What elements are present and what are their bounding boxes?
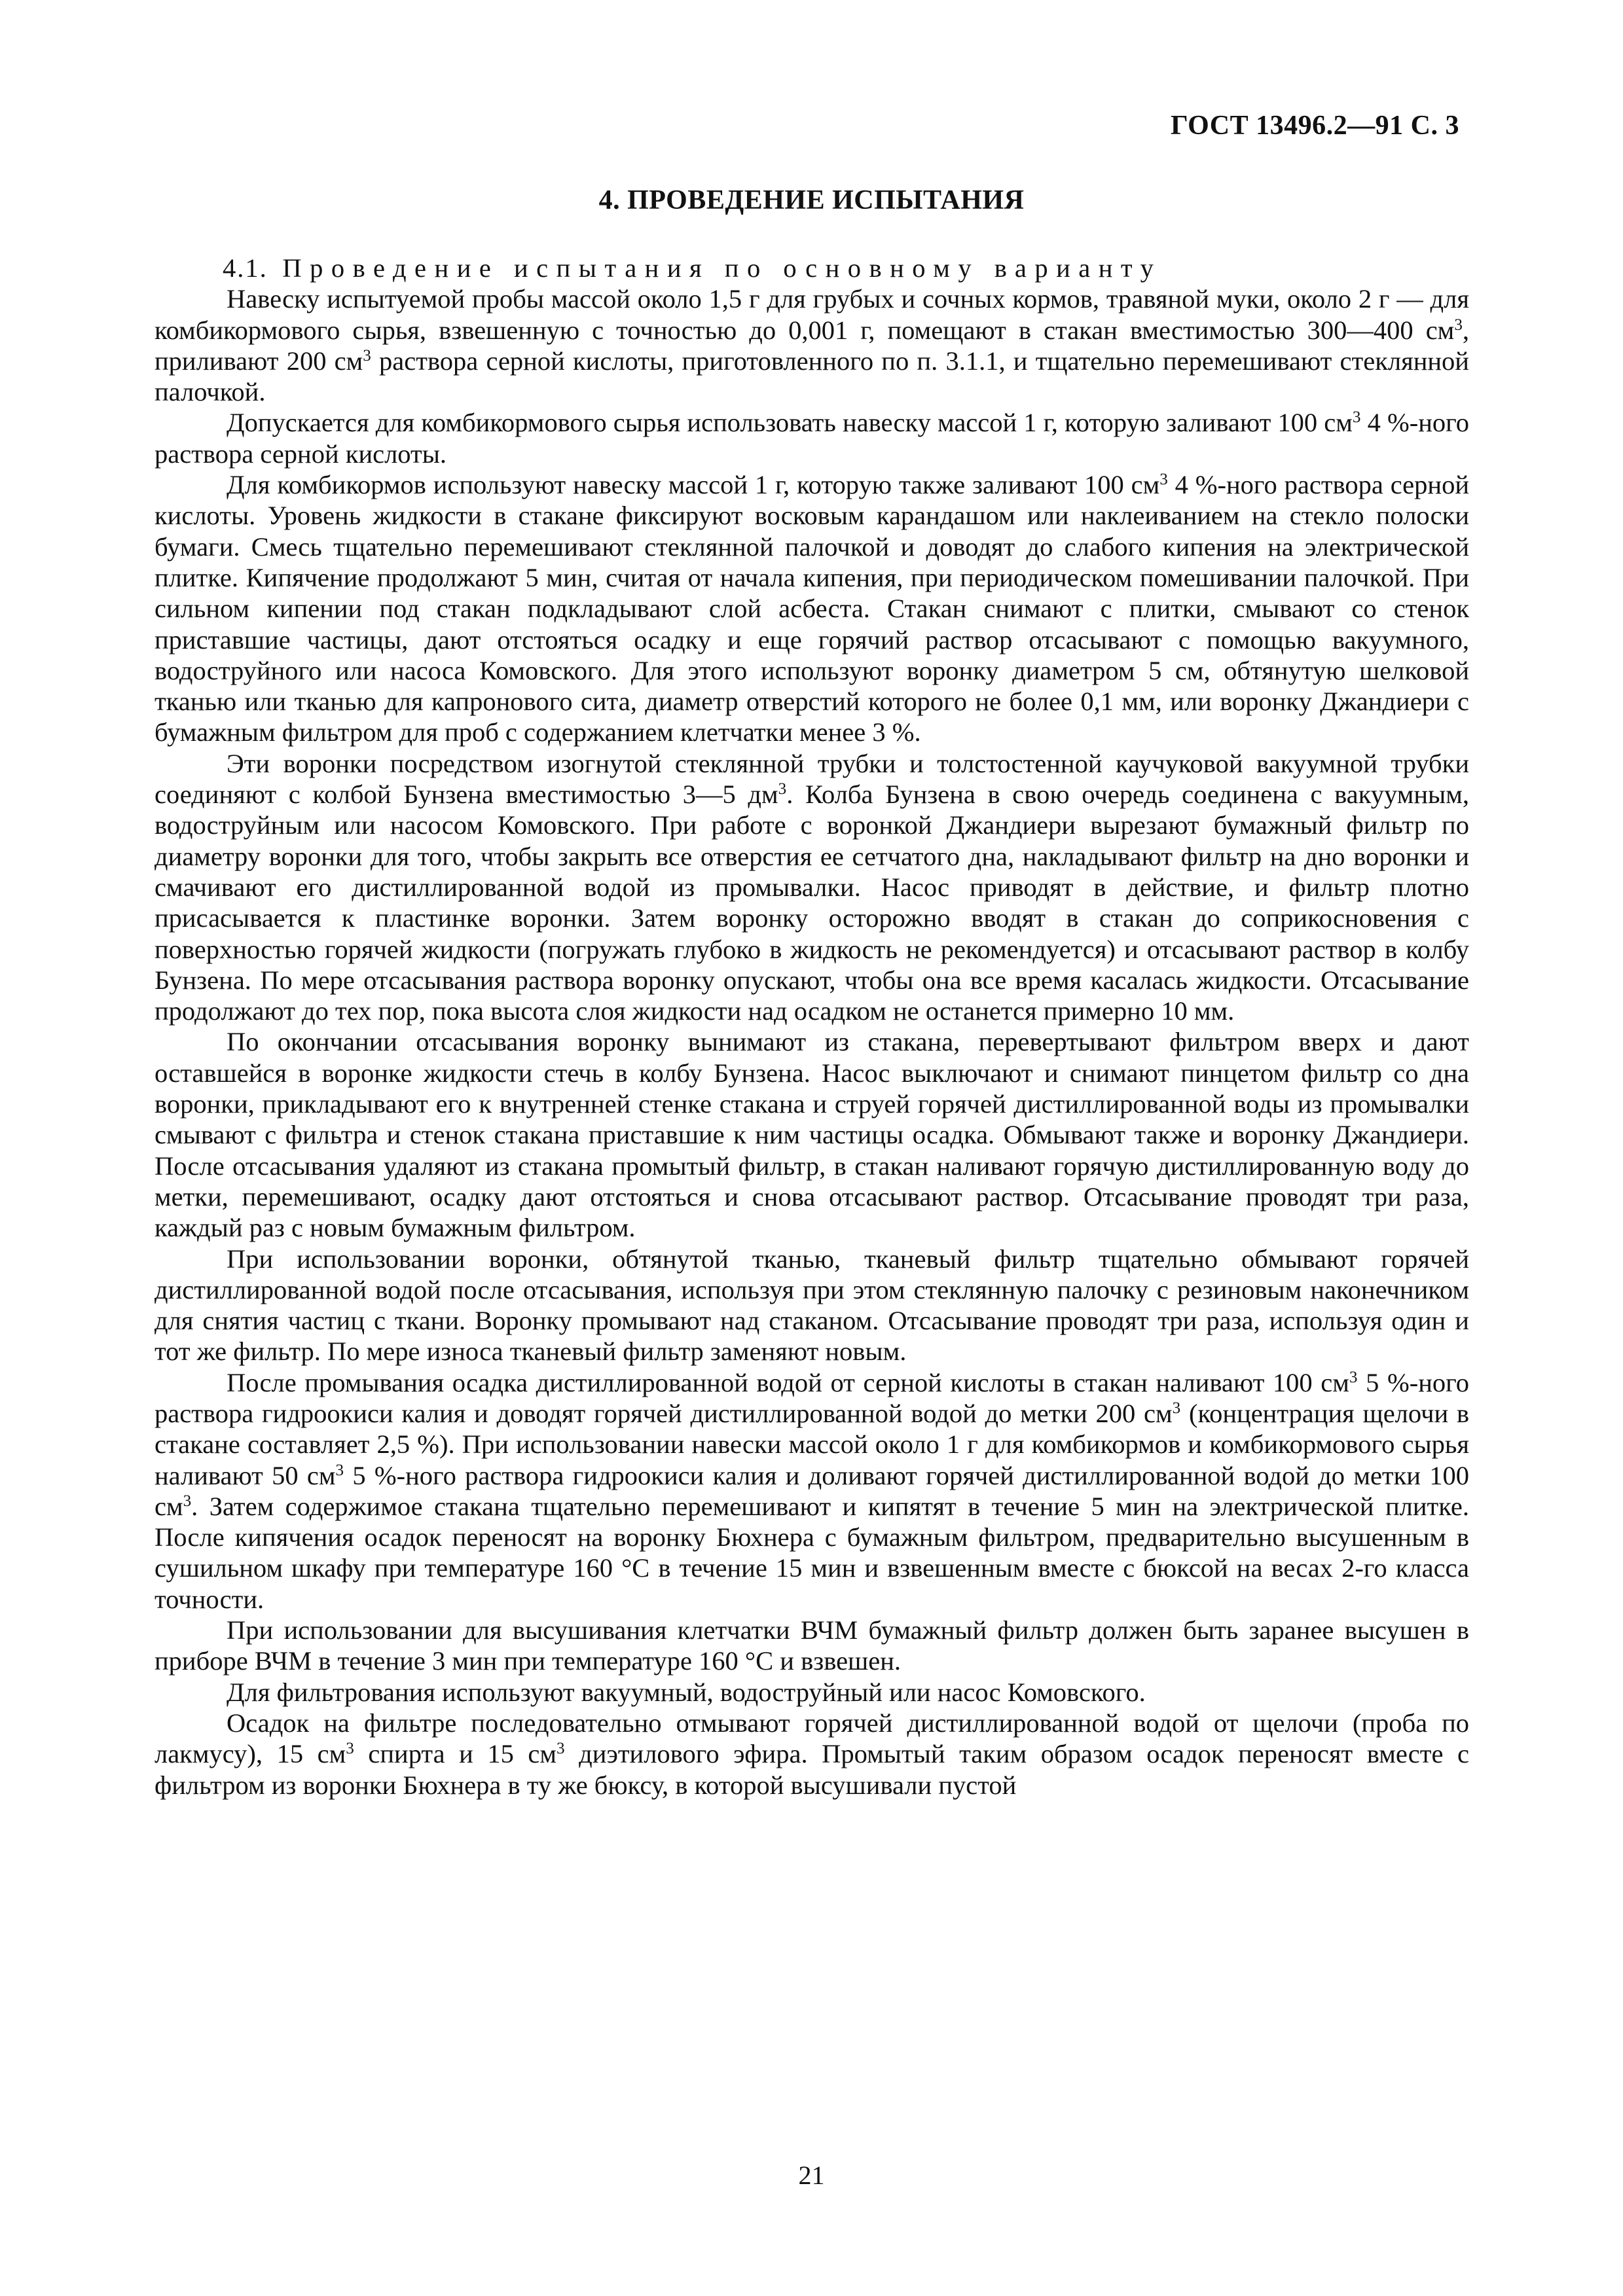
subsection-number: 4.1. bbox=[223, 253, 268, 283]
superscript-three: 3 bbox=[778, 780, 787, 798]
superscript-three: 3 bbox=[183, 1492, 192, 1511]
paragraph: Осадок на фильтре последовательно отмывают горячей дистиллированной водой от щелочи (проба по лакмусу), 15 $см^3$ спирта и 15 $см^3$ диэтилового эфира. Промытый таким образом осадок переносят вместе с фильтром из воронки Бюхнера в ту же бюксу, в которой высушивали пустой bbox=[155, 1708, 1469, 1800]
superscript-three: 3 bbox=[1349, 1368, 1358, 1386]
paragraph: Эти воронки посредством изогнутой стеклянной трубки и толстостенной каучуковой вакуумной трубки соединяют с колбой Бунзена вместимостью 3—5 $дм^3$. Колба Бунзена в свою очередь соединена с вакуумным, водоструйным или насосом Комовского. При работе с воронкой Джандиери вырезают бумажный фильтр по диаметру воронки для того, чтобы закрыть все отверстия ее сетчатого дна, накладывают фильтр на дно воронки и смачивают его дистиллированной водой из промывалки. Насос приводят в действие, и фильтр плотно присасывается к пластинке воронки. Затем воронку осторожно вводят в стакан до соприкосновения с поверхностью горячей жидкости (погружать глубоко в жидкость не рекомендуется) и отсасывают раствор в колбу Бунзена. По мере отсасывания раствора воронку опускают, чтобы она все время касалась жидкости. Отсасывание продолжают до тех пор, пока высота слоя жидкости над осадком не останется примерно 10 мм. bbox=[155, 748, 1469, 1026]
superscript-three: 3 bbox=[363, 347, 371, 365]
running-header: ГОСТ 13496.2—91 С. 3 bbox=[1170, 111, 1459, 141]
superscript-three: 3 bbox=[335, 1461, 344, 1479]
section-title: 4. ПРОВЕДЕНИЕ ИСПЫТАНИЯ bbox=[598, 185, 1025, 215]
paragraph: Навеску испытуемой пробы массой около 1,5 г для грубых и сочных кормов, травяной муки, около 2 г — для комбикормового сырья, взвешенную с точностью до 0,001 г, помещают в стакан вместимостью 300—400 $см^3$, приливают 200 $см^3$ раствора серной кислоты, приготовленного по п. 3.1.1, и тщательно перемешивают стеклянной палочкой. bbox=[155, 284, 1469, 407]
superscript-three: 3 bbox=[1172, 1399, 1181, 1418]
superscript-three: 3 bbox=[1454, 315, 1463, 334]
paragraph: Для комбикормов используют навеску массой 1 г, которую также заливают 100 $см^3$ 4 %-ного раствора серной кислоты. Уровень жидкости в стакане фиксируют восковым карандашом или наклеиванием на стекло полоски бумаги. Смесь тщательно перемешивают стеклянной палочкой и доводят до слабого кипения на электрической плитке. Кипячение продолжают 5 мин, считая от начала кипения, при периодическом помешивании палочкой. При сильном кипении под стакан подкладывают слой асбеста. Стакан снимают с плитки, смывают со стенок приставшие частицы, дают отстояться осадку и еще горячий раствор отсасывают с помощью вакуумного, водоструйного или насоса Комовского. Для этого используют воронку диаметром 5 см, обтянутую шелковой тканью или тканью для капронового сита, диаметр отверстий которого не более 0,1 мм, или воронку Джандиери с бумажным фильтром для проб с содержанием клетчатки менее 3 %. bbox=[155, 470, 1469, 747]
paragraph: Допускается для комбикормового сырья использовать навеску массой 1 г, которую заливают 100 $см^3$ 4 %-ного раствора серной кислоты. bbox=[155, 408, 1469, 469]
superscript-three: 3 bbox=[556, 1740, 565, 1758]
paragraph: После промывания осадка дистиллированной водой от серной кислоты в стакан наливают 100 $см^3$ 5 %-ного раствора гидроокиси калия и доводят горячей дистиллированной водой до метки 200 $см^3$ (концентрация щелочи в стакане составляет 2,5 %). При использовании навески массой около 1 г для комбикормов и комбикормового сырья наливают 50 $см^3$ 5 %-ного раствора гидроокиси калия и доливают горячей дистиллированной водой до метки 100 $см^3$. Затем содержимое стакана тщательно перемешивают и кипятят в течение 5 мин на электрической плитке. После кипячения осадок переносят на воронку Бюхнера с бумажным фильтром, предварительно высушенным в сушильном шкафу при температуре 160 °С в течение 15 мин и взвешенным вместе с бюксой на весах 2-го класса точности. bbox=[155, 1367, 1470, 1614]
paragraph: Для фильтрования используют вакуумный, водоструйный или насос Комовского. bbox=[227, 1677, 1146, 1707]
superscript-three: 3 bbox=[346, 1740, 354, 1758]
paragraph: По окончании отсасывания воронку вынимают из стакана, перевертывают фильтром вверх и дают оставшейся в воронке жидкости стечь в колбу Бунзена. Насос выключают и снимают пинцетом фильтр со дна воронки, прикладывают его к внутренней стенке стакана и струей горячей дистиллированной воды из промывалки смывают с фильтра и стенок стакана приставшие к ним частицы осадка. Обмывают также и воронку Джандиери. После отсасывания удаляют из стакана промытый фильтр, в стакан наливают горячую дистиллированную воду до метки, перемешивают, осадку дают отстояться и снова отсасывают раствор. Отсасывание проводят три раза, каждый раз с новым бумажным фильтром. bbox=[155, 1027, 1469, 1243]
subsection-title: Проведение испытания по основному варианту bbox=[282, 253, 1162, 283]
superscript-three: 3 bbox=[1352, 408, 1361, 427]
subsection-heading bbox=[155, 253, 1469, 283]
paragraph: При использовании воронки, обтянутой тканью, тканевый фильтр тщательно обмывают горячей дистиллированной водой после отсасывания, используя при этом стеклянную палочку с резиновым наконечником для снятия частиц с ткани. Воронку промывают над стаканом. Отсасывание проводят три раза, используя один и тот же фильтр. По мере износа тканевый фильтр заменяют новым. bbox=[155, 1244, 1469, 1367]
superscript-three: 3 bbox=[1159, 471, 1168, 489]
body-text bbox=[155, 253, 1469, 1801]
page-number: 21 bbox=[798, 2161, 825, 2190]
paragraph: При использовании для высушивания клетчатки ВЧМ бумажный фильтр должен быть заранее высушен в приборе ВЧМ в течение 3 мин при температуре 160 °С и взвешен. bbox=[155, 1615, 1469, 1676]
